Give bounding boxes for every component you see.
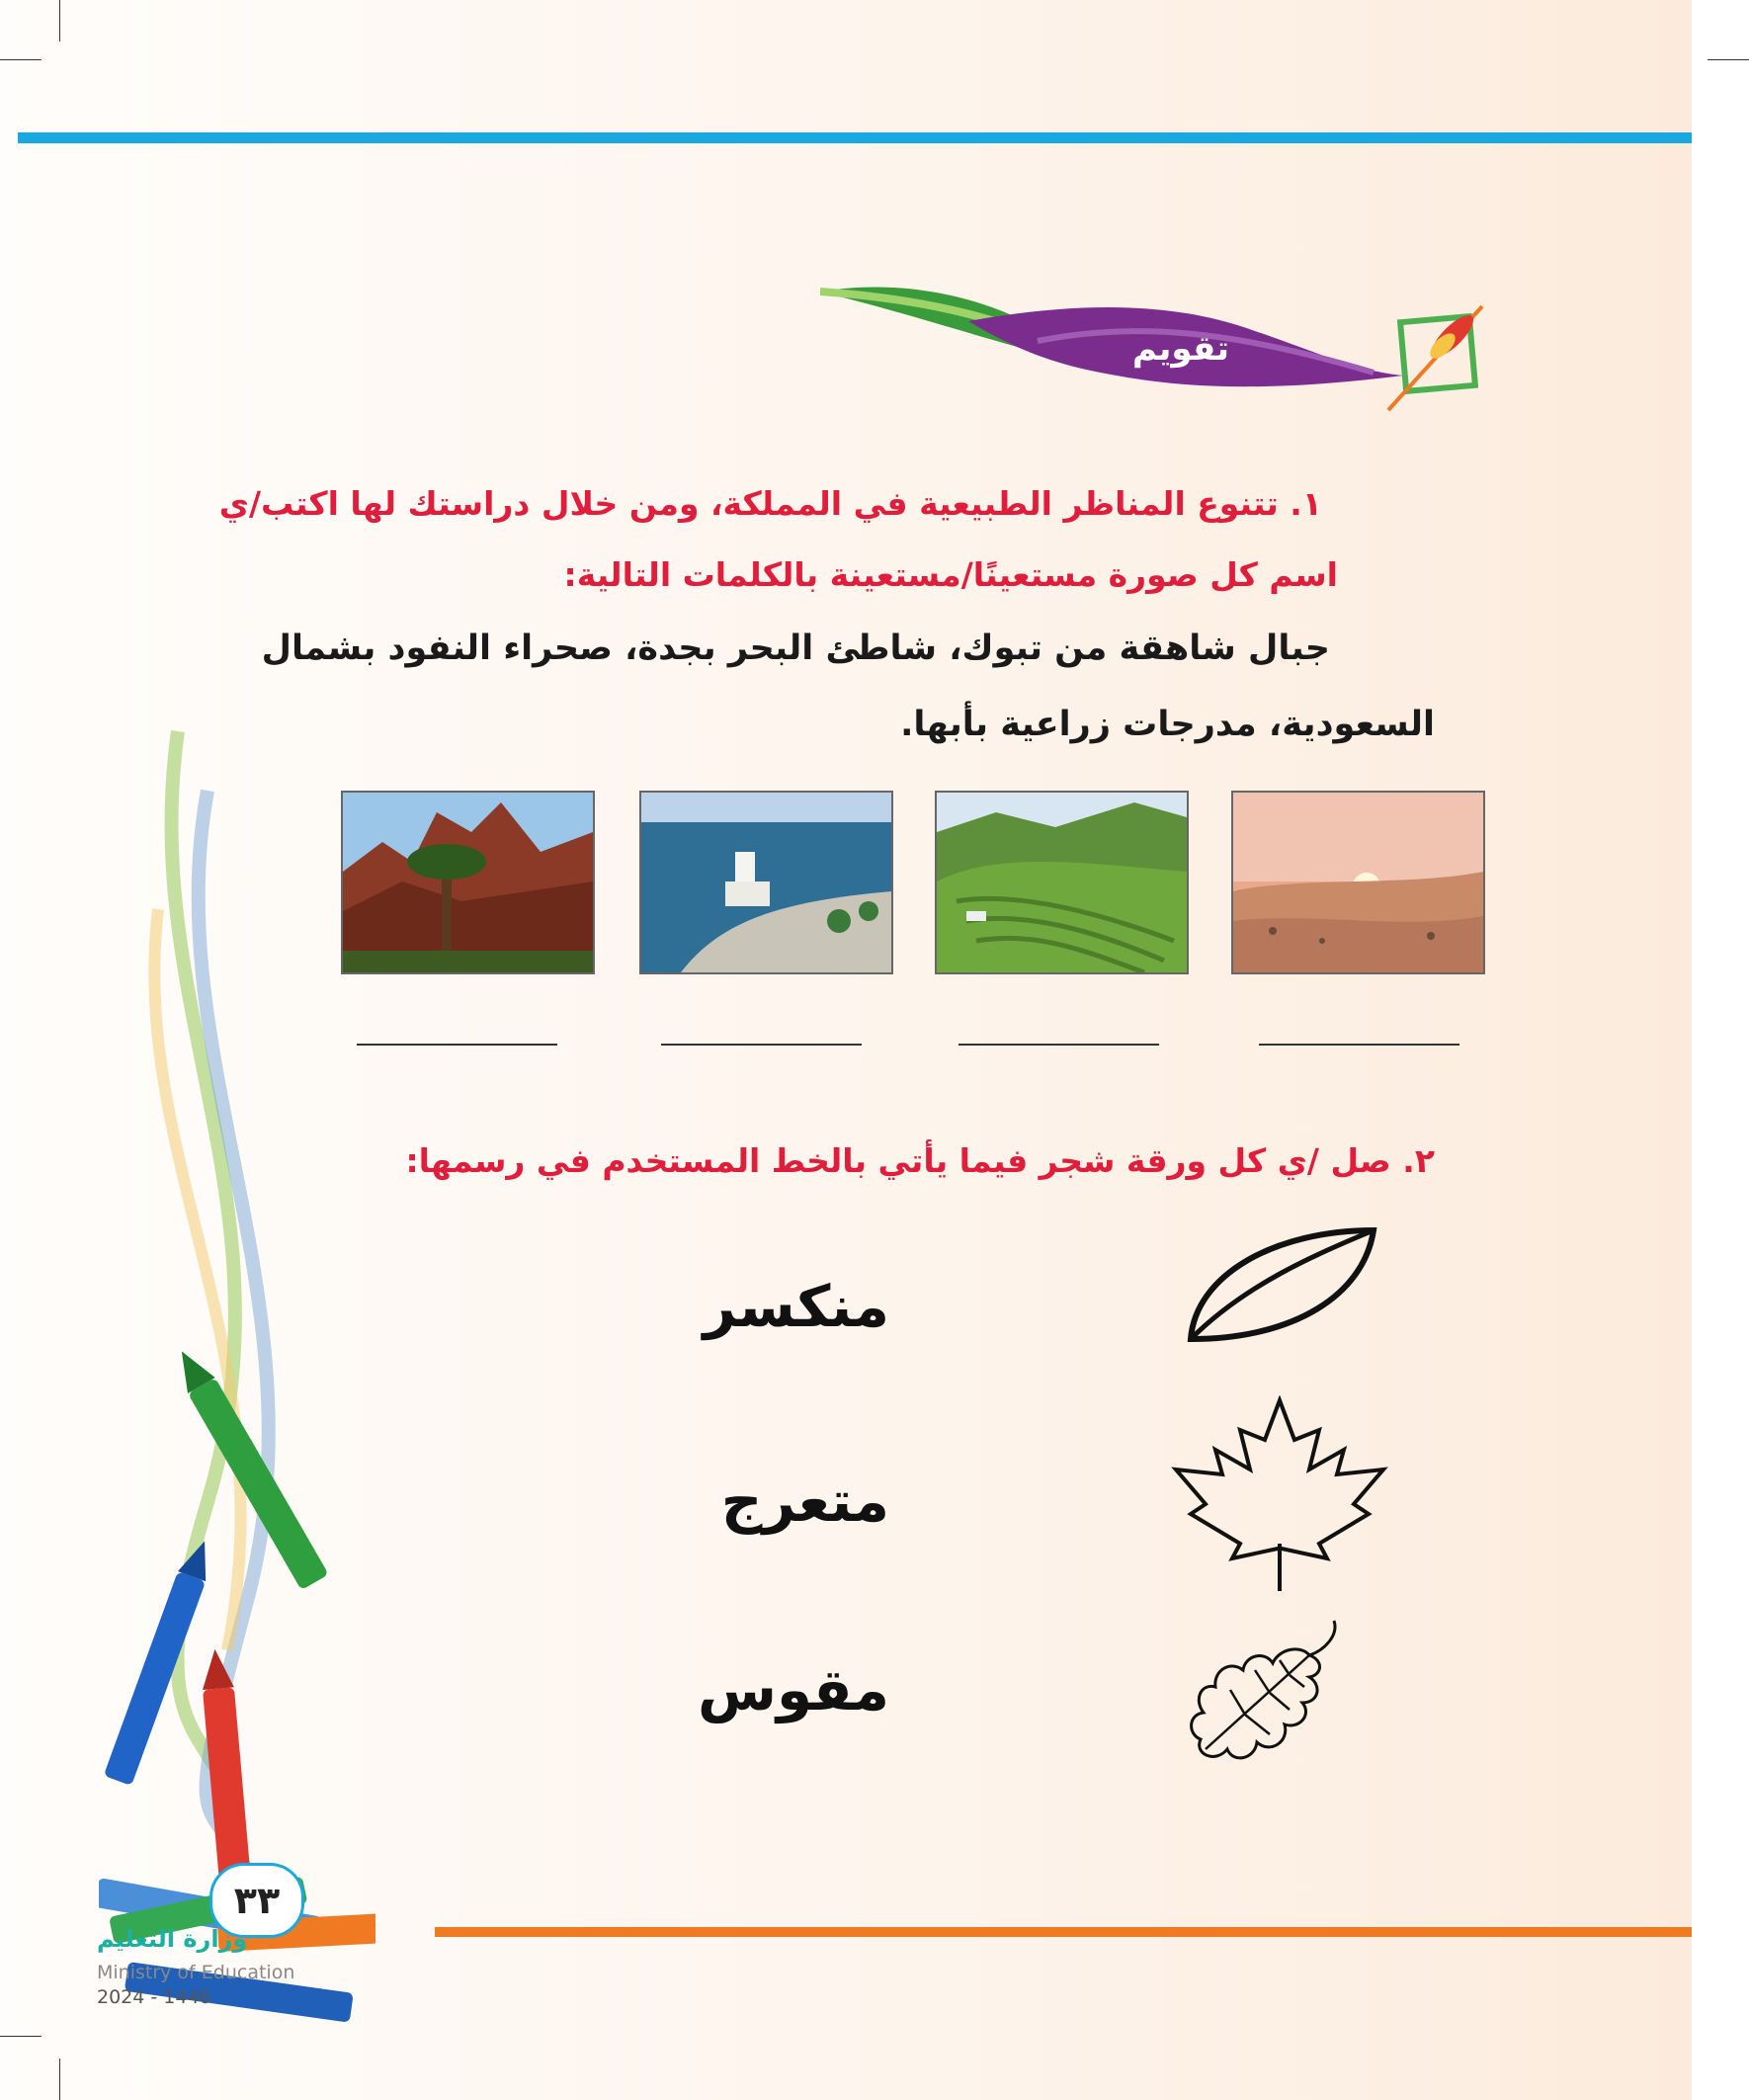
question1-words-line1: جبال شاهقة من تبوك، شاطئ البحر بجدة، صحراء النفود بشمال (261, 629, 1330, 668)
crop-mark (1707, 59, 1749, 60)
word-zigzag[interactable]: متعرج (720, 1468, 889, 1535)
curved-leaf-icon[interactable] (1186, 1225, 1383, 1344)
question1-words-line2: السعودية، مدرجات زراعية بأبها. (900, 705, 1435, 744)
mountains-tabuk-photo (341, 791, 595, 974)
section-title: تقويم (1132, 329, 1229, 369)
ministry-logo-english: Ministry of Education (97, 1962, 295, 1983)
maple-leaf-icon[interactable] (1171, 1395, 1388, 1593)
edition-year: 2024 - 1446 (97, 1986, 211, 2008)
jeddah-beach-photo (639, 791, 893, 974)
bottom-accent-bar (435, 1927, 1692, 1937)
page-number: ٣٣ (209, 1863, 304, 1938)
answer-line-1[interactable] (357, 1044, 557, 1046)
crop-mark (0, 2036, 42, 2037)
word-curved[interactable]: مقوس (697, 1656, 889, 1723)
oak-leaf-icon[interactable] (1186, 1616, 1354, 1784)
crop-mark (59, 0, 60, 42)
crayons-decoration (99, 712, 375, 2046)
crop-mark (0, 59, 42, 60)
abha-terraces-photo (935, 791, 1189, 974)
question2-prompt: ٢. صل /ي كل ورقة شجر فيما يأتي بالخط المستخدم في رسمها: (405, 1141, 1435, 1180)
question1-line1: ١. تتنوع المناظر الطبيعية في المملكة، ومن خلال دراستك لها اكتب/ي (218, 484, 1322, 523)
question1-line2: اسم كل صورة مستعينًا/مستعينة بالكلمات التالية: (563, 555, 1338, 594)
answer-line-3[interactable] (958, 1044, 1159, 1046)
crop-mark (59, 2058, 60, 2100)
nafud-desert-photo (1231, 791, 1485, 974)
answer-line-2[interactable] (661, 1044, 862, 1046)
ministry-logo-arabic: وزارة التعليم (97, 1925, 248, 1953)
word-broken[interactable]: منكسر (703, 1273, 889, 1340)
answer-line-4[interactable] (1259, 1044, 1459, 1046)
top-accent-bar (18, 132, 1692, 143)
